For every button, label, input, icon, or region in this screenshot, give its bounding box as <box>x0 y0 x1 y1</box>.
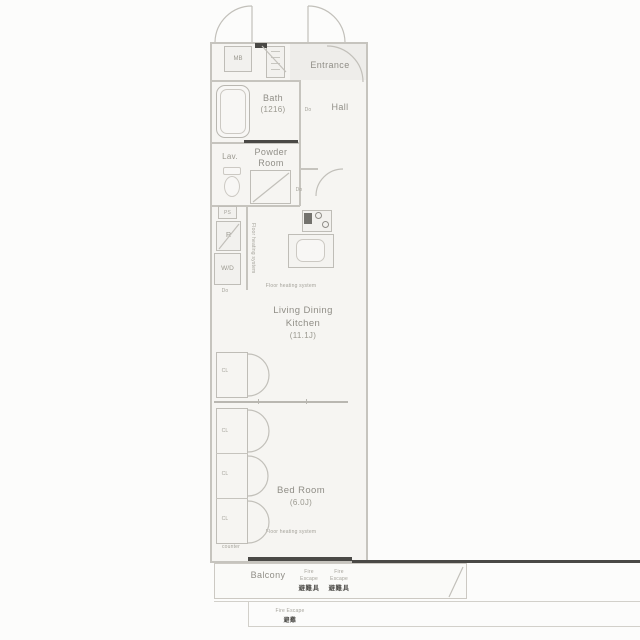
wall-kitchen-left <box>246 206 248 290</box>
bedroom-label: Bed Room <box>276 485 326 496</box>
toilet-tank <box>223 167 241 175</box>
top-left-door-arc <box>215 6 252 42</box>
fire-escape-2-jp: 避難具 <box>328 585 350 592</box>
top-right-door-arc <box>308 6 345 42</box>
sliding-partition <box>214 401 348 403</box>
fire-escape-marker-1 <box>296 569 322 592</box>
door-label-1: Do <box>304 107 312 113</box>
fire-escape-bottom-label: Fire Escape <box>275 608 305 614</box>
fire-escape-1-line2: Escape <box>300 576 318 582</box>
fire-escape-2-line2: Escape <box>330 576 348 582</box>
cabinet-vent-marks <box>271 51 280 73</box>
powder-room-label-2: Room <box>258 158 284 168</box>
bathtub-inner <box>220 89 246 134</box>
bedroom-window <box>248 557 352 561</box>
ldk-label-1: Living Dining <box>273 305 333 316</box>
ldk-size: (11.1J) <box>289 331 317 340</box>
closet-divider-1 <box>216 453 248 454</box>
fire-escape-marker-2 <box>326 569 352 592</box>
closet-label-4: CL <box>221 516 229 522</box>
lower-strip-top-line <box>214 601 640 602</box>
door-label-2: Do <box>295 187 303 193</box>
ldk-label-2: Kitchen <box>285 318 321 329</box>
fire-escape-2-line1: Fire <box>334 569 344 575</box>
partition-tick-1 <box>258 399 259 404</box>
wall-hall-ldk <box>300 168 318 170</box>
closet-label-1: CL <box>221 368 229 374</box>
meter-box-label: MB <box>233 56 243 62</box>
wall-bath-top <box>212 80 300 82</box>
closet-label-2: CL <box>221 428 229 434</box>
door-label-3: Do <box>221 288 229 294</box>
refrigerator-label: R <box>225 232 232 239</box>
closet-label-3: CL <box>221 471 229 477</box>
closet-divider-2 <box>216 498 248 499</box>
stove-burner-1 <box>315 212 322 219</box>
lower-strip-bottom-line <box>248 626 640 627</box>
counter-label: counter <box>221 544 241 550</box>
stove-grill <box>304 213 312 224</box>
entrance-door-sill <box>255 43 267 48</box>
powder-room-label-1: Powder <box>254 147 288 157</box>
bath-size: (1216) <box>260 105 286 114</box>
lower-strip-left-line <box>248 601 249 627</box>
bath-label: Bath <box>262 93 284 103</box>
washer-dryer-label: W/D <box>221 265 234 272</box>
toilet-bowl <box>224 176 240 197</box>
balcony-label: Balcony <box>250 570 286 580</box>
stove-burner-2 <box>322 221 329 228</box>
fire-escape-bottom-jp: 避難 <box>283 618 297 624</box>
partition-tick-2 <box>306 399 307 404</box>
bedroom-size: (6.0J) <box>289 498 313 507</box>
kitchen-sink <box>296 239 325 262</box>
closet-box-1 <box>216 352 248 398</box>
pipe-space-label: PS <box>223 210 232 216</box>
bath-door-threshold <box>244 140 298 143</box>
fire-escape-1-jp: 避難具 <box>298 585 320 592</box>
floor-heating-label-ldk: Floor heating system <box>265 283 317 289</box>
hall-label: Hall <box>331 102 349 112</box>
floor-heating-label-kitchen: Floor heating system <box>250 222 256 274</box>
floor-heating-label-bedroom: Floor heating system <box>265 529 317 535</box>
vanity-unit <box>250 170 291 204</box>
lav-label: Lav. <box>222 152 238 161</box>
fire-escape-1-line1: Fire <box>304 569 314 575</box>
entrance-label: Entrance <box>310 60 350 70</box>
